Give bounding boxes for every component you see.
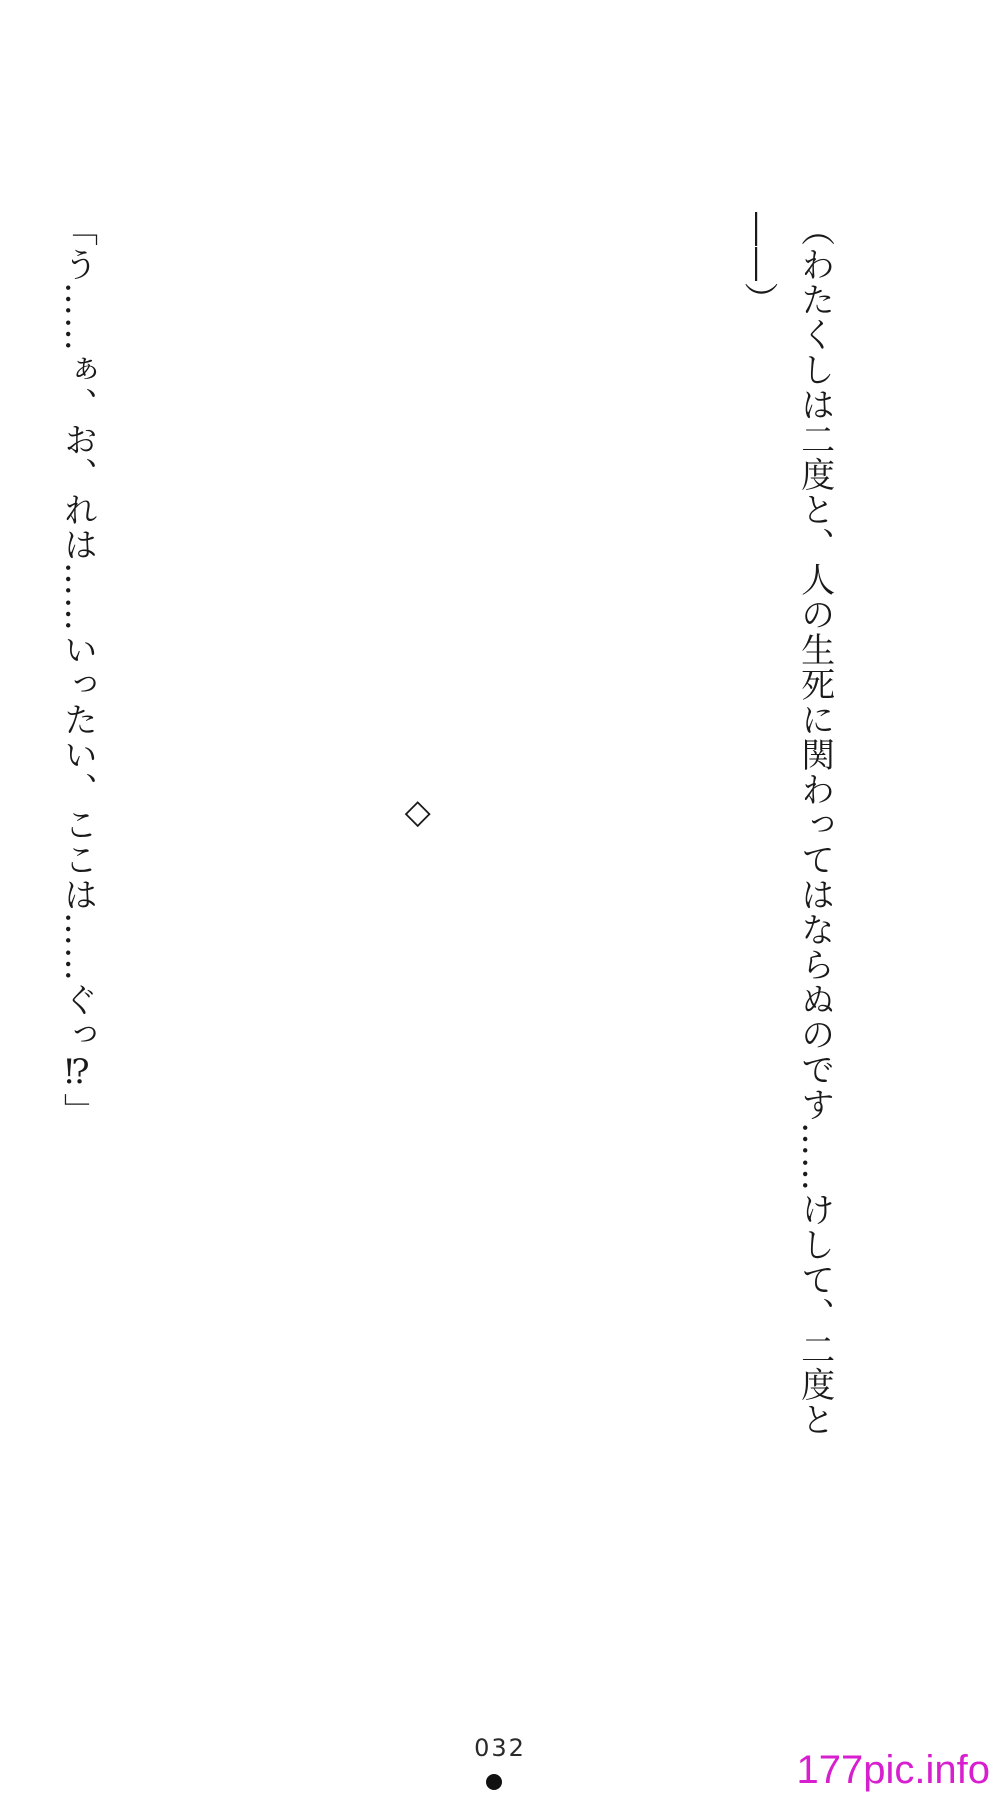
vertical-text-body: [0, 212, 956, 1512]
page-number: 032: [474, 1734, 526, 1762]
page-marker-dot: [486, 1774, 502, 1790]
watermark: 177pic.info: [796, 1748, 990, 1792]
text-line: 「う……ぁ、お、れは……いったい、ここは……ぐっ⁉」: [57, 212, 98, 1128]
section-divider-diamond: ◇: [397, 792, 438, 833]
text-line: （わたくしは二度と、人の生死に関わってはならぬのです……けして、二度と――）: [737, 212, 835, 1437]
